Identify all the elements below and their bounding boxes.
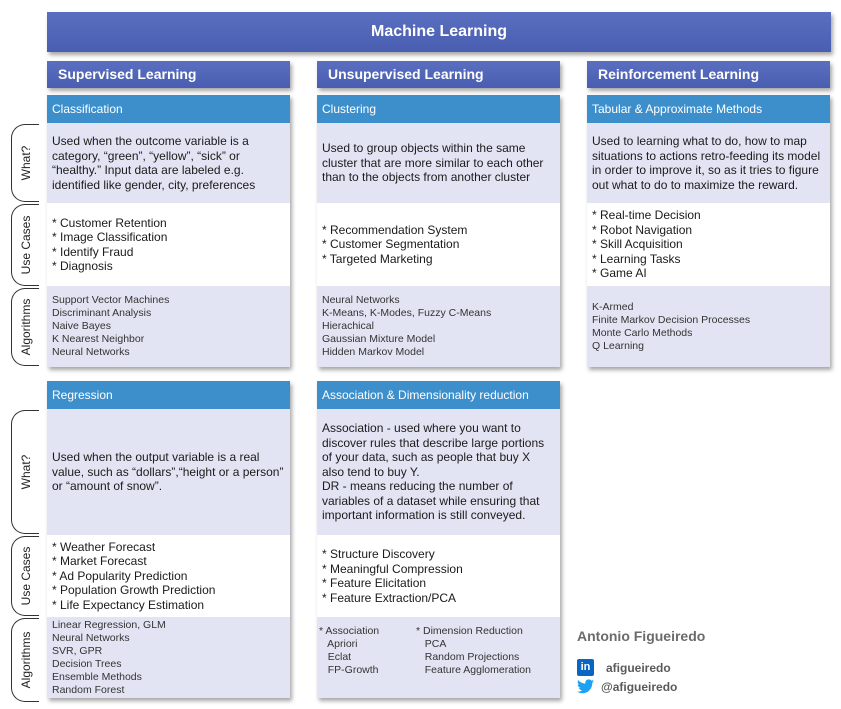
association-what-text: Association - used where you want to discover rules that describe large portions of your data, such as people that buy X also tend to buy Y. DR - means reducing the number of variables of a dataset while ensuring that important information is still conveyed. <box>322 421 545 523</box>
classification-algorithms <box>47 286 290 367</box>
side-label-use-cases-top: Use Cases <box>11 204 39 286</box>
tabular-methods-algorithms <box>587 286 830 367</box>
regression-what <box>47 409 290 535</box>
clustering-uses-text: * Recommendation System * Customer Segmentation * Targeted Marketing <box>322 222 468 266</box>
regression-uses-text: * Weather Forecast * Market Forecast * Ad Popularity Prediction * Population Growth Prediction * Life Expectancy Estimation <box>52 539 216 612</box>
clustering-uses <box>317 203 560 286</box>
main-title: Machine Learning <box>47 12 831 52</box>
tabular-methods-what <box>587 123 830 203</box>
classification-uses-text: * Customer Retention * Image Classification * Identify Fraud * Diagnosis <box>52 215 168 273</box>
regression-what-text: Used when the output variable is a real value, such as “dollars”,“height or a person” or “amount of snow”. <box>52 450 284 494</box>
regression-subheader: Regression <box>47 381 290 409</box>
linkedin-handle-text: afigueiredo <box>606 660 671 675</box>
classification-card <box>47 95 290 367</box>
tabular-methods-what-text: Used to learning what to do, how to map situations to actions retro-feeding its model in order to improve it, so as it tries to figure out what to do to maximize the reward. <box>592 134 821 192</box>
clustering-algorithms <box>317 286 560 367</box>
association-uses-text: * Structure Discovery * Meaningful Compression * Feature Elicitation * Feature Extraction/PCA <box>322 547 463 605</box>
association-algorithms-right: * Dimension Reduction PCA Random Projections Feature Agglomeration <box>416 625 531 676</box>
classification-what <box>47 123 290 203</box>
classification-uses <box>47 203 290 286</box>
association-card <box>317 381 560 698</box>
clustering-card <box>317 95 560 367</box>
supervised-learning-header: Supervised Learning <box>47 61 290 88</box>
tabular-methods-algorithms-text: K-Armed Finite Markov Decision Processes Monte Carlo Methods Q Learning <box>592 300 751 352</box>
classification-algorithms-text: Support Vector Machines Discriminant Analysis Naive Bayes K Nearest Neighbor Neural Networks <box>52 294 170 358</box>
clustering-algorithms-text: Neural Networks K-Means, K-Modes, Fuzzy C-Means Hierachical Gaussian Mixture Model Hidden Markov Model <box>322 294 492 358</box>
classification-what-text: Used when the outcome variable is a category, “green”, “yellow”, “sick” or “healthy.” Input data are labeled e.g. identified like gender, city, preferences <box>52 134 256 192</box>
association-uses <box>317 535 560 617</box>
regression-algorithms-text: Linear Regression, GLM Neural Networks SVR, GPR Decision Trees Ensemble Methods Random Forest <box>52 618 166 696</box>
regression-card <box>47 381 290 698</box>
side-label-algorithms-bottom: Algorithms <box>11 618 39 702</box>
unsupervised-learning-header: Unsupervised Learning <box>317 61 560 88</box>
twitter-icon <box>577 679 594 694</box>
tabular-methods-card <box>587 95 830 367</box>
side-label-algorithms-top: Algorithms <box>11 288 39 366</box>
tabular-methods-subheader: Tabular & Approximate Methods <box>587 95 830 123</box>
side-label-use-cases-bottom: Use Cases <box>11 536 39 616</box>
tabular-methods-uses <box>587 203 830 286</box>
association-algorithms <box>317 617 560 698</box>
tabular-methods-uses-text: * Real-time Decision * Robot Navigation * Skill Acquisition * Learning Tasks * Game AI <box>592 208 701 281</box>
reinforcement-learning-header: Reinforcement Learning <box>587 61 830 88</box>
clustering-subheader: Clustering <box>317 95 560 123</box>
regression-uses <box>47 535 290 617</box>
association-algorithms-left: * Association Apriori Eclat FP-Growth <box>319 625 380 676</box>
association-subheader: Association & Dimensionality reduction <box>317 381 560 409</box>
twitter-handle-text: @afigueiredo <box>601 679 678 694</box>
clustering-what-text: Used to group objects within the same cluster that are more similar to each other than to the objects from another cluster <box>322 141 544 185</box>
side-label-what-bottom: What? <box>11 410 39 534</box>
linkedin-handle[interactable] <box>577 659 671 676</box>
classification-subheader: Classification <box>47 95 290 123</box>
twitter-handle[interactable] <box>577 679 677 694</box>
association-what <box>317 409 560 535</box>
author-name: Antonio Figueiredo <box>577 628 706 644</box>
regression-algorithms <box>47 617 290 698</box>
linkedin-icon: in <box>577 659 594 676</box>
side-label-what-top: What? <box>11 124 39 202</box>
clustering-what <box>317 123 560 203</box>
